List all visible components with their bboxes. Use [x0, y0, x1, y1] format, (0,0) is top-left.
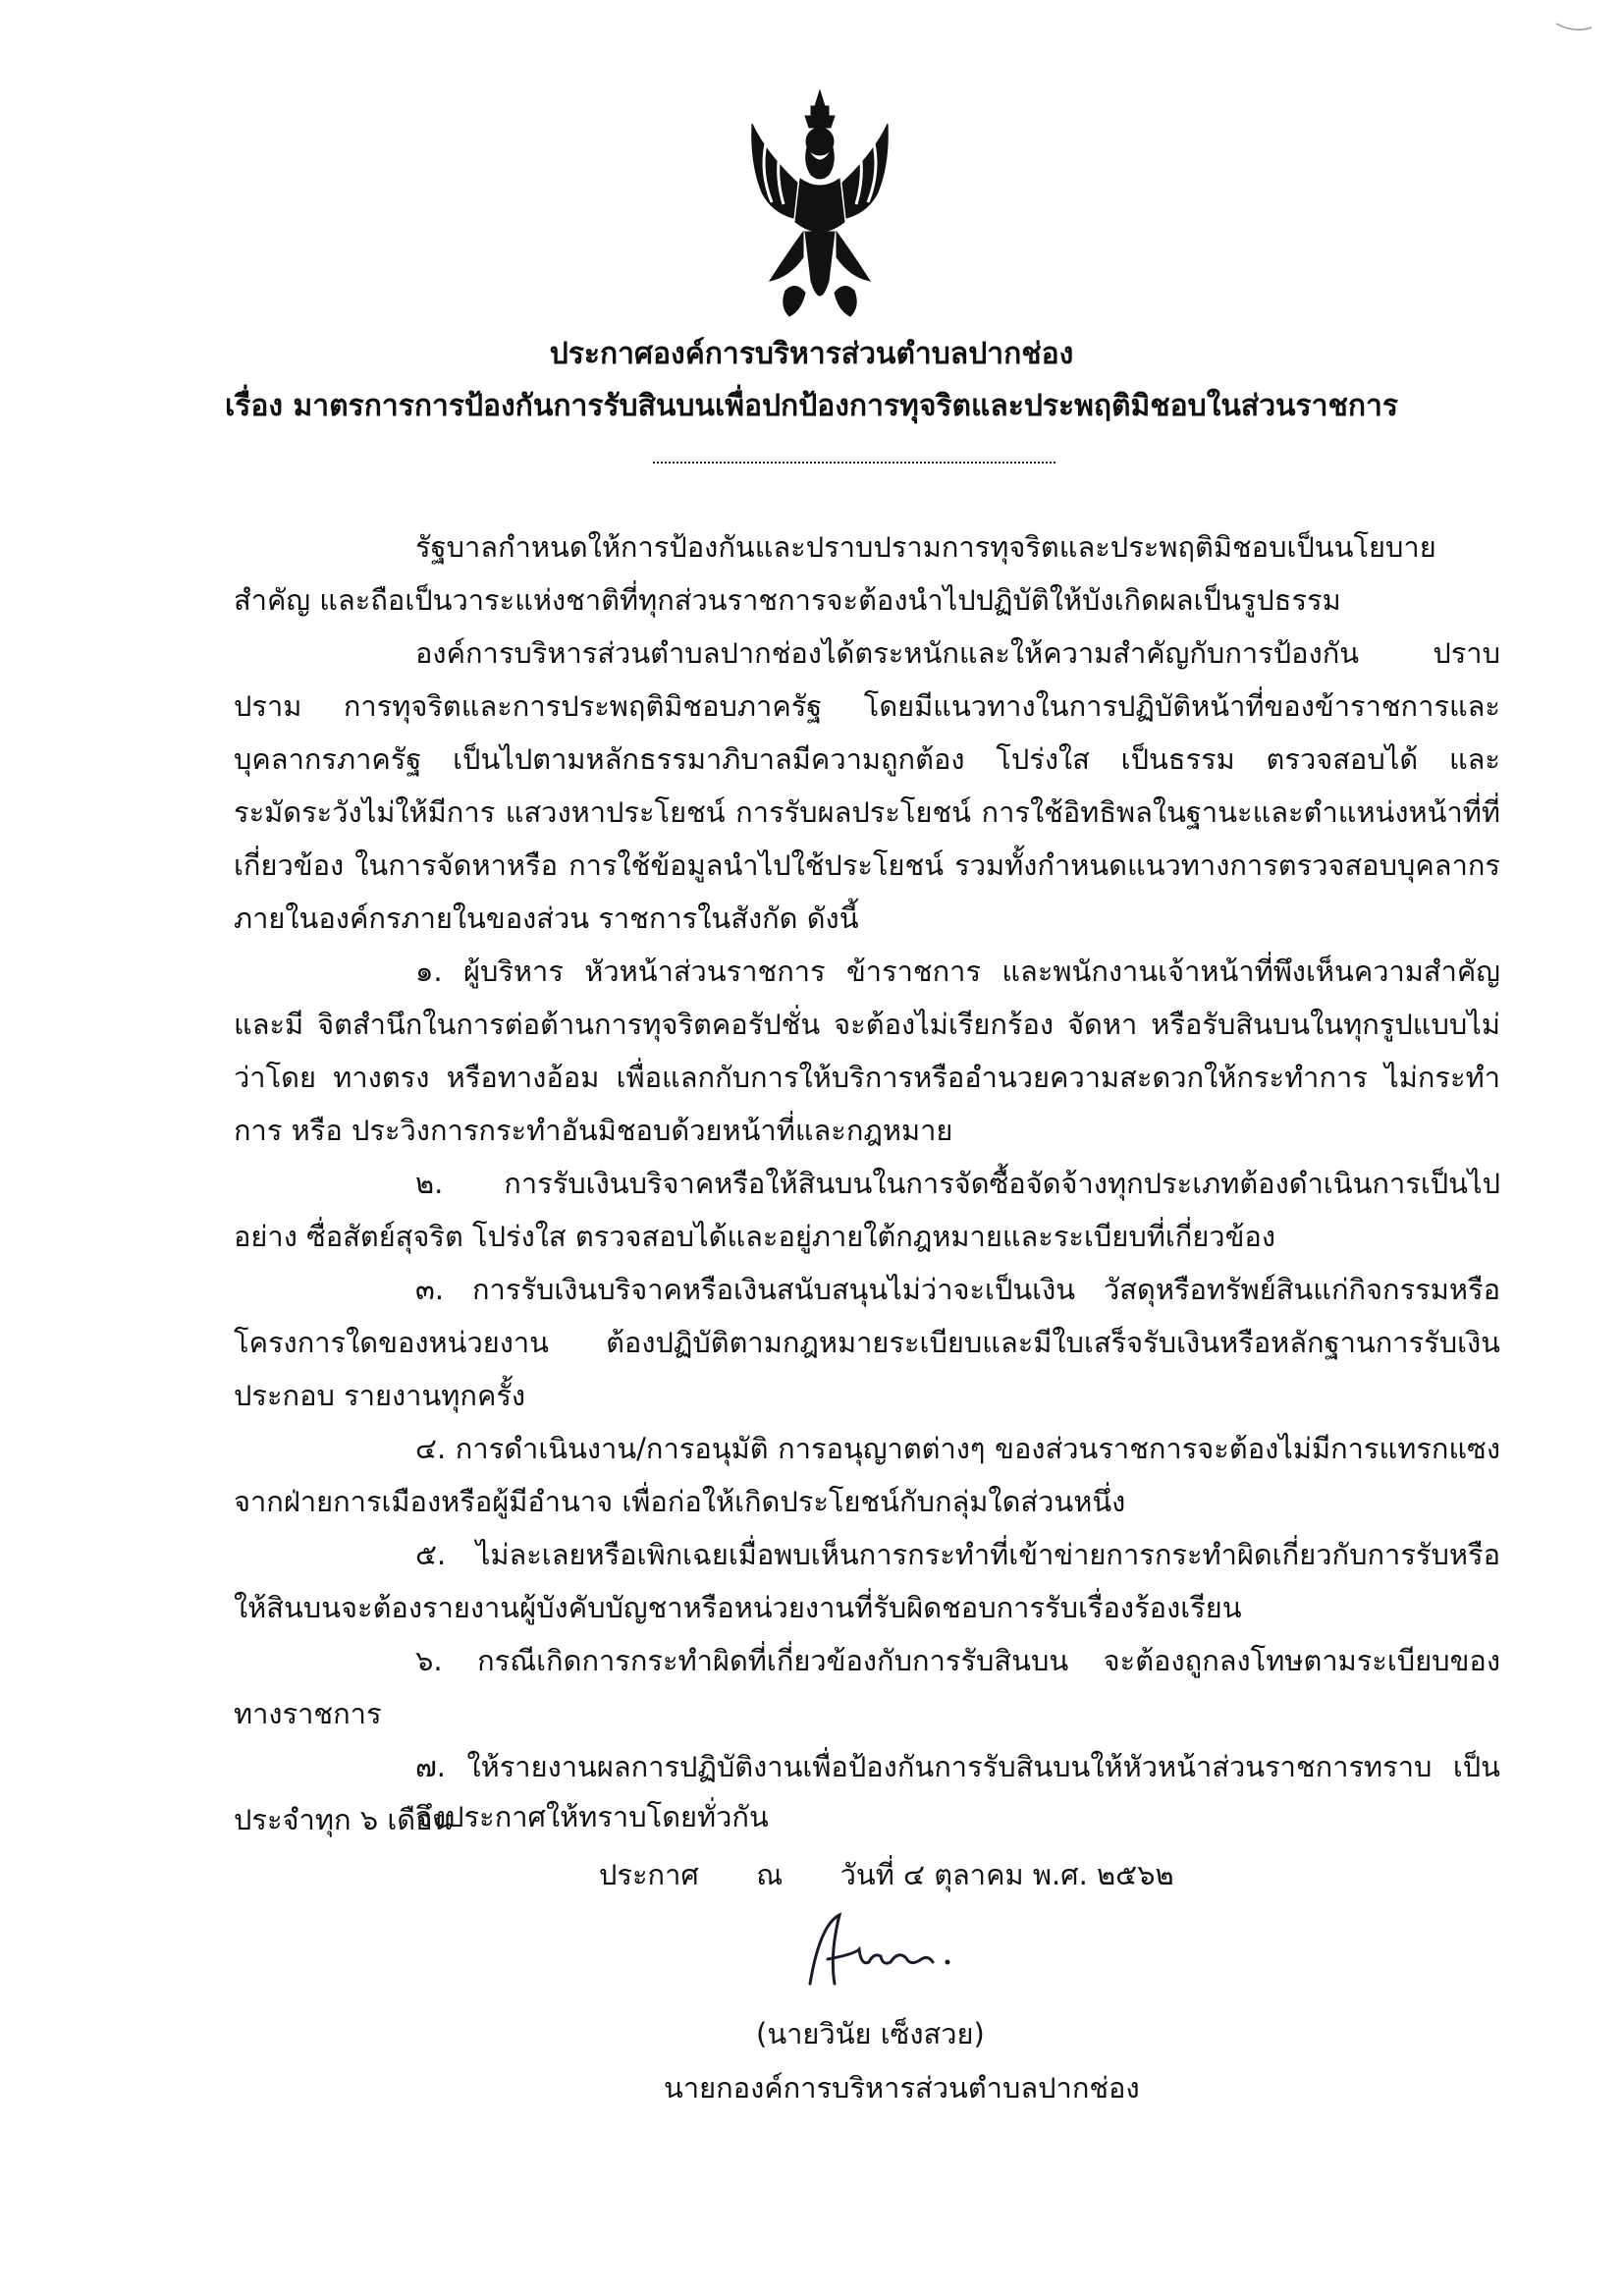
- measure-item-3: ๓. การรับเงินบริจาคหรือเงินสนับสนุนไม่ว่าจะเป็นเงิน วัสดุหรือทรัพย์สินแก่กิจกรรมหรือ โครงการใดของหน่วยงาน ต้องปฏิบัติตามกฎหมายระเบียบและมีใบเสร็จรับเงินหรือหลักฐานการรับเงินประกอบ รายงานทุกครั้ง: [234, 1273, 1500, 1412]
- signer-name: (นายวินัย เซ็งสวย): [756, 2017, 985, 2050]
- measure-item-6: ๖. กรณีเกิดการกระทำผิดที่เกี่ยวข้องกับการรับสินบน จะต้องถูกลงโทษตามระเบียบของ ทางราชการ: [234, 1644, 1500, 1730]
- scan-mark-icon: [1554, 20, 1594, 39]
- measure-item-5: ๕. ไม่ละเลยหรือเพิกเฉยเมื่อพบเห็นการกระทำที่เข้าข่ายการกระทำผิดเกี่ยวกับการรับหรือ ให้สินบนจะต้องรายงานผู้บังคับบัญชาหรือหน่วยงานที่รับผิดชอบการรับเรื่องร้องเรียน: [234, 1538, 1500, 1624]
- measure-item-2: ๒. การรับเงินบริจาคหรือให้สินบนในการจัดซื้อจัดจ้างทุกประเภทต้องดำเนินการเป็นไปอย่าง ซื่อสัตย์สุจริต โปร่งใส ตรวจสอบได้และอยู่ภายใต้กฎหมายและระเบียบที่เกี่ยวข้อง: [234, 1167, 1500, 1253]
- date-word: ประกาศ: [599, 1858, 699, 1891]
- announcement-title: ประกาศองค์การบริหารส่วนตำบลปากช่อง: [549, 337, 1074, 371]
- paragraph-intro: รัฐบาลกำหนดให้การป้องกันและปราบปรามการทุจริตและประพฤติมิชอบเป็นนโยบายสำคัญ และถือเป็นวาระแห่งชาติที่ทุกส่วนราชการจะต้องนำไปปฏิบัติให้บังเกิดผลเป็นรูปธรรม: [234, 530, 1436, 617]
- closing-announce: จึงประกาศให้ทราบโดยทั่วกัน: [415, 1800, 769, 1833]
- date-value: วันที่ ๔ ตุลาคม พ.ศ. ๒๕๖๒: [839, 1858, 1174, 1891]
- garuda-emblem-icon: [746, 84, 893, 325]
- measure-item-1: ๑. ผู้บริหาร หัวหน้าส่วนราชการ ข้าราชการ และพนักงานเจ้าหน้าที่พึงเห็นความสำคัญและมี จิตสำนึกในการต่อต้านการทุจริตคอรัปชั่น จะต้องไม่เรียกร้อง จัดหา หรือรับสินบนในทุกรูปแบบไม่ว่าโดย ทางตรง หรือทางอ้อม เพื่อแลกกับการให้บริการหรืออำนวยความสะดวกให้กระทำการ ไม่กระทำการ หรือ ประวิงการกระทำอันมิชอบด้วยหน้าที่และกฎหมาย: [234, 955, 1500, 1147]
- handwritten-signature: [800, 1905, 967, 1998]
- paragraph-policy: องค์การบริหารส่วนตำบลปากช่องได้ตระหนักและให้ความสำคัญกับการป้องกัน ปราบปราม การทุจริตและการประพฤติมิชอบภาครัฐ โดยมีแนวทางในการปฏิบัติหน้าที่ของข้าราชการและบุคลากรภาครัฐ เป็นไปตามหลักธรรมาภิบาลมีความถูกต้อง โปร่งใส เป็นธรรม ตรวจสอบได้ และระมัดระวังไม่ให้มีการ แสวงหาประโยชน์ การรับผลประโยชน์ การใช้อิทธิพลในฐานะและตำแหน่งหน้าที่ที่เกี่ยวข้อง ในการจัดหาหรือ การใช้ข้อมูลนำไปใช้ประโยชน์ รวมทั้งกำหนดแนวทางการตรวจสอบบุคลากรภายในองค์กรภายในของส่วน ราชการในสังกัด ดังนี้: [234, 636, 1500, 935]
- measure-item-4: ๔. การดำเนินงาน/การอนุมัติ การอนุญาตต่างๆ ของส่วนราชการจะต้องไม่มีการแทรกแซง จากฝ่ายการเมืองหรือผู้มีอำนาจ เพื่อก่อให้เกิดประโยชน์กับกลุ่มใดส่วนหนึ่ง: [234, 1432, 1500, 1518]
- measure-item-7: ๗. ให้รายงานผลการปฏิบัติงานเพื่อป้องกันการรับสินบนให้หัวหน้าส่วนราชการทราบ เป็นประจำทุก ๖ เดือน: [234, 1750, 1500, 1836]
- announcement-subject: เรื่อง มาตรการการป้องกันการรับสินบนเพื่อปกป้องการทุจริตและประพฤติมิชอบในส่วนราชการ: [225, 389, 1398, 423]
- signer-position: นายกองค์การบริหารส่วนตำบลปากช่อง: [664, 2071, 1140, 2105]
- date-at: ณ: [756, 1858, 784, 1891]
- title-divider: [653, 462, 1055, 464]
- announce-date-line: [599, 1852, 1174, 1897]
